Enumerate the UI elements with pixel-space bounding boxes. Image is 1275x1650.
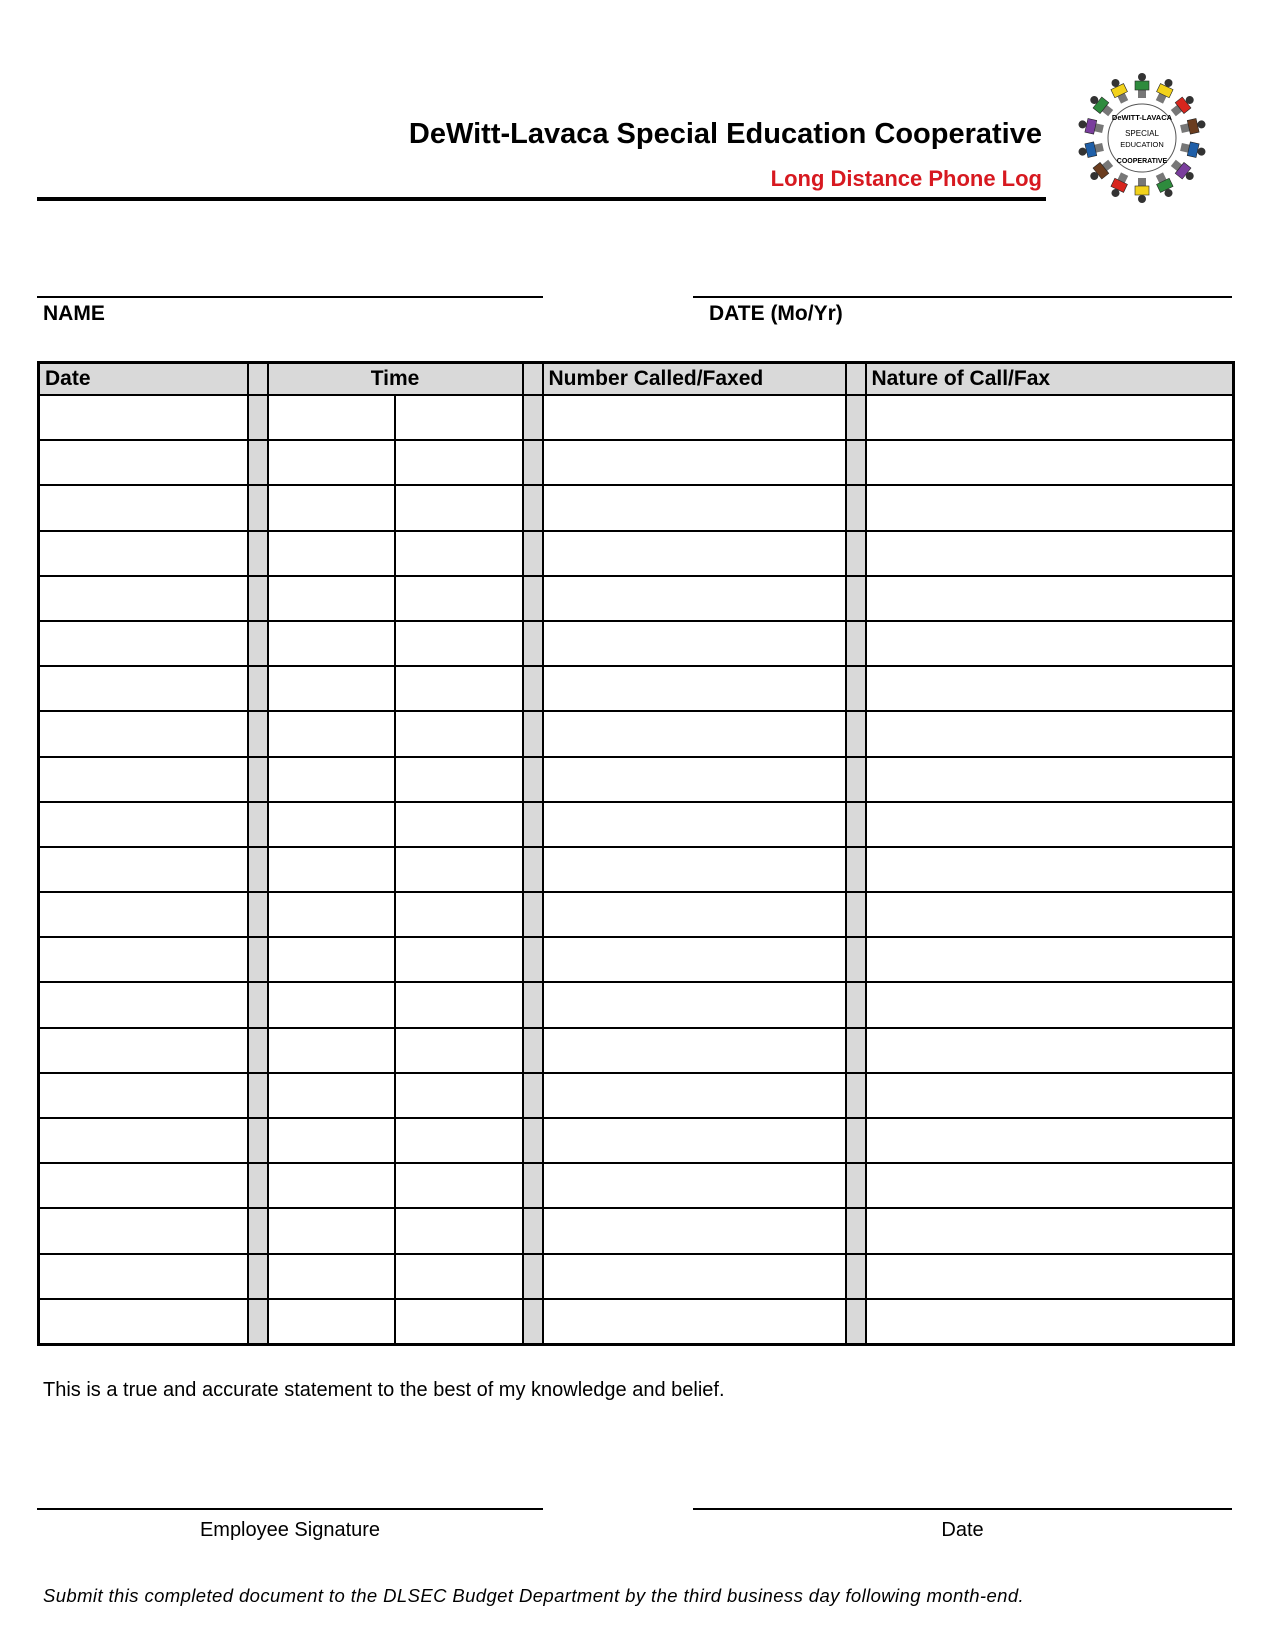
logo-text-line3: EDUCATION <box>1120 140 1164 149</box>
time-cell-end[interactable] <box>395 1073 523 1118</box>
date-cell[interactable] <box>39 982 248 1027</box>
phone-log-table <box>37 361 1235 1346</box>
date-cell[interactable] <box>39 937 248 982</box>
column-separator <box>846 802 866 847</box>
column-separator <box>523 1208 543 1253</box>
time-cell-end[interactable] <box>395 892 523 937</box>
column-separator <box>248 576 268 621</box>
organization-name: DeWitt-Lavaca Special Education Cooperative <box>408 118 1042 150</box>
column-separator <box>846 757 866 802</box>
time-cell-end[interactable] <box>395 711 523 756</box>
time-cell-end[interactable] <box>395 1208 523 1253</box>
column-separator <box>248 892 268 937</box>
column-separator <box>523 937 543 982</box>
time-cell-end[interactable] <box>395 1118 523 1163</box>
form-title: Long Distance Phone Log <box>770 166 1042 191</box>
column-separator <box>846 937 866 982</box>
date-cell[interactable] <box>39 395 248 440</box>
time-cell-end[interactable] <box>395 485 523 530</box>
column-separator <box>523 395 543 440</box>
column-separator <box>523 363 543 396</box>
number-cell[interactable] <box>543 440 846 485</box>
submission-instructions: Submit this completed document to the DLSEC Budget Department by the third business day following month-end. <box>43 1585 1025 1606</box>
time-cell-start[interactable] <box>268 440 395 485</box>
nature-cell[interactable] <box>866 892 1234 937</box>
column-separator <box>248 1254 268 1299</box>
table-row <box>39 666 1234 711</box>
logo-figure <box>1169 92 1197 119</box>
column-separator <box>523 1028 543 1073</box>
date-cell[interactable] <box>39 1254 248 1299</box>
table-row <box>39 1254 1234 1299</box>
time-cell-start[interactable] <box>268 531 395 576</box>
column-separator <box>846 1254 866 1299</box>
logo-figure <box>1077 140 1104 159</box>
table-header-row <box>39 363 1234 396</box>
number-cell[interactable] <box>543 1299 846 1345</box>
column-separator <box>846 363 866 396</box>
nature-cell[interactable] <box>866 982 1234 1027</box>
number-cell[interactable] <box>543 1118 846 1163</box>
number-cell[interactable] <box>543 576 846 621</box>
column-separator <box>248 395 268 440</box>
time-cell-end[interactable] <box>395 576 523 621</box>
date-cell[interactable] <box>39 531 248 576</box>
time-cell-end[interactable] <box>395 621 523 666</box>
employee-signature-line[interactable] <box>37 1508 543 1510</box>
date-cell[interactable] <box>39 1073 248 1118</box>
signature-date-label: Date <box>941 1519 984 1541</box>
date-cell[interactable] <box>39 892 248 937</box>
column-separator <box>248 440 268 485</box>
column-separator <box>248 485 268 530</box>
logo-text-line4: COOPERATIVE <box>1116 158 1168 165</box>
column-separator <box>846 1073 866 1118</box>
table-row <box>39 1208 1234 1253</box>
column-separator <box>846 1118 866 1163</box>
column-separator <box>846 1028 866 1073</box>
time-cell-end[interactable] <box>395 802 523 847</box>
number-cell[interactable] <box>543 531 846 576</box>
table-row <box>39 395 1234 440</box>
nature-cell[interactable] <box>866 1208 1234 1253</box>
logo-figure <box>1135 73 1149 98</box>
column-separator <box>523 1118 543 1163</box>
column-separator <box>846 621 866 666</box>
logo-figure <box>1135 178 1149 203</box>
column-separator <box>523 892 543 937</box>
column-separator <box>248 937 268 982</box>
date-column-header: Date <box>39 363 248 396</box>
column-separator <box>248 847 268 892</box>
time-cell-start[interactable] <box>268 802 395 847</box>
table-row <box>39 1163 1234 1208</box>
date-cell[interactable] <box>39 1118 248 1163</box>
employee-signature-label: Employee Signature <box>199 1519 381 1541</box>
number-cell[interactable] <box>543 666 846 711</box>
table-row <box>39 1118 1234 1163</box>
time-cell-start[interactable] <box>268 757 395 802</box>
number-cell[interactable] <box>543 1028 846 1073</box>
nature-cell[interactable] <box>866 395 1234 440</box>
date-cell[interactable] <box>39 802 248 847</box>
column-separator <box>248 363 268 396</box>
time-cell-end[interactable] <box>395 395 523 440</box>
date-cell[interactable] <box>39 576 248 621</box>
logo-figure <box>1107 76 1130 105</box>
logo-figure <box>1153 171 1176 200</box>
logo-figure <box>1179 140 1206 159</box>
logo-figure <box>1153 76 1176 105</box>
table-row <box>39 576 1234 621</box>
table-row <box>39 937 1234 982</box>
number-cell[interactable] <box>543 802 846 847</box>
time-cell-start[interactable] <box>268 1163 395 1208</box>
table-body <box>39 395 1234 1345</box>
date-cell[interactable] <box>39 1028 248 1073</box>
number-cell[interactable] <box>543 982 846 1027</box>
time-cell-start[interactable] <box>268 1299 395 1345</box>
column-separator <box>248 1073 268 1118</box>
column-separator <box>523 440 543 485</box>
column-separator <box>523 847 543 892</box>
logo-figure <box>1087 157 1115 184</box>
time-cell-end[interactable] <box>395 1163 523 1208</box>
column-separator <box>523 666 543 711</box>
column-separator <box>248 621 268 666</box>
table-row <box>39 531 1234 576</box>
date-cell[interactable] <box>39 666 248 711</box>
nature-cell[interactable] <box>866 531 1234 576</box>
column-separator <box>846 847 866 892</box>
column-separator <box>846 440 866 485</box>
number-column-header: Number Called/Faxed <box>543 363 846 396</box>
logo-figure <box>1107 171 1130 200</box>
table-row <box>39 1073 1234 1118</box>
nature-cell[interactable] <box>866 1254 1234 1299</box>
column-separator <box>248 1208 268 1253</box>
header-divider <box>37 197 1046 201</box>
column-separator <box>248 1299 268 1345</box>
column-separator <box>846 1299 866 1345</box>
date-cell[interactable] <box>39 1208 248 1253</box>
column-separator <box>846 711 866 756</box>
column-separator <box>248 757 268 802</box>
logo-text-line2: SPECIAL <box>1125 129 1159 138</box>
column-separator <box>846 892 866 937</box>
nature-column-header: Nature of Call/Fax <box>866 363 1234 396</box>
date-cell[interactable] <box>39 485 248 530</box>
table-row <box>39 892 1234 937</box>
time-cell-start[interactable] <box>268 666 395 711</box>
nature-cell[interactable] <box>866 576 1234 621</box>
time-cell-end[interactable] <box>395 757 523 802</box>
time-cell-end[interactable] <box>395 937 523 982</box>
time-cell-end[interactable] <box>395 1028 523 1073</box>
time-cell-start[interactable] <box>268 982 395 1027</box>
nature-cell[interactable] <box>866 666 1234 711</box>
table-row <box>39 485 1234 530</box>
column-separator <box>523 531 543 576</box>
number-cell[interactable] <box>543 1073 846 1118</box>
time-cell-start[interactable] <box>268 892 395 937</box>
column-separator <box>846 576 866 621</box>
column-separator <box>846 982 866 1027</box>
nature-cell[interactable] <box>866 1118 1234 1163</box>
nature-cell[interactable] <box>866 802 1234 847</box>
logo-figure <box>1169 157 1197 184</box>
logo-figure <box>1179 117 1206 136</box>
number-cell[interactable] <box>543 892 846 937</box>
table-row <box>39 982 1234 1027</box>
column-separator <box>523 1073 543 1118</box>
time-cell-end[interactable] <box>395 440 523 485</box>
column-separator <box>523 1254 543 1299</box>
time-cell-start[interactable] <box>268 1118 395 1163</box>
time-cell-end[interactable] <box>395 982 523 1027</box>
date-cell[interactable] <box>39 621 248 666</box>
column-separator <box>248 666 268 711</box>
table-row <box>39 621 1234 666</box>
time-cell-end[interactable] <box>395 847 523 892</box>
column-separator <box>248 1163 268 1208</box>
column-separator <box>248 982 268 1027</box>
column-separator <box>248 531 268 576</box>
table-row <box>39 440 1234 485</box>
time-cell-start[interactable] <box>268 1073 395 1118</box>
table-row <box>39 711 1234 756</box>
time-cell-start[interactable] <box>268 1208 395 1253</box>
column-separator <box>248 1118 268 1163</box>
number-cell[interactable] <box>543 485 846 530</box>
column-separator <box>248 802 268 847</box>
time-cell-end[interactable] <box>395 666 523 711</box>
name-field-line[interactable] <box>37 296 543 298</box>
table-row <box>39 1028 1234 1073</box>
column-separator <box>846 1208 866 1253</box>
column-separator <box>523 757 543 802</box>
nature-cell[interactable] <box>866 440 1234 485</box>
cooperative-logo-icon <box>1065 70 1220 205</box>
number-cell[interactable] <box>543 1208 846 1253</box>
nature-cell[interactable] <box>866 1073 1234 1118</box>
column-separator <box>523 1299 543 1345</box>
column-separator <box>523 576 543 621</box>
date-cell[interactable] <box>39 1163 248 1208</box>
number-cell[interactable] <box>543 1254 846 1299</box>
nature-cell[interactable] <box>866 621 1234 666</box>
date-cell[interactable] <box>39 757 248 802</box>
date-cell[interactable] <box>39 847 248 892</box>
column-separator <box>523 621 543 666</box>
number-cell[interactable] <box>543 621 846 666</box>
date-cell[interactable] <box>39 440 248 485</box>
time-cell-start[interactable] <box>268 1028 395 1073</box>
nature-cell[interactable] <box>866 1299 1234 1345</box>
time-cell-end[interactable] <box>395 531 523 576</box>
number-cell[interactable] <box>543 847 846 892</box>
time-cell-end[interactable] <box>395 1299 523 1345</box>
time-cell-end[interactable] <box>395 1254 523 1299</box>
date-cell[interactable] <box>39 711 248 756</box>
date-cell[interactable] <box>39 1299 248 1345</box>
number-cell[interactable] <box>543 711 846 756</box>
time-cell-start[interactable] <box>268 621 395 666</box>
time-cell-start[interactable] <box>268 711 395 756</box>
nature-cell[interactable] <box>866 1163 1234 1208</box>
time-cell-start[interactable] <box>268 395 395 440</box>
table-row <box>39 802 1234 847</box>
time-cell-start[interactable] <box>268 937 395 982</box>
column-separator <box>846 666 866 711</box>
column-separator <box>846 531 866 576</box>
name-field-label: NAME <box>43 302 105 325</box>
time-cell-start[interactable] <box>268 847 395 892</box>
column-separator <box>846 1163 866 1208</box>
column-separator <box>846 485 866 530</box>
time-cell-start[interactable] <box>268 485 395 530</box>
column-separator <box>846 395 866 440</box>
time-cell-start[interactable] <box>268 576 395 621</box>
date-field-line[interactable] <box>693 296 1232 298</box>
nature-cell[interactable] <box>866 757 1234 802</box>
number-cell[interactable] <box>543 1163 846 1208</box>
column-separator <box>248 1028 268 1073</box>
column-separator <box>523 485 543 530</box>
table-row <box>39 847 1234 892</box>
attestation-statement: This is a true and accurate statement to the best of my knowledge and belief. <box>43 1379 725 1401</box>
nature-cell[interactable] <box>866 1028 1234 1073</box>
column-separator <box>523 982 543 1027</box>
column-separator <box>248 711 268 756</box>
table-row <box>39 1299 1234 1345</box>
logo-figure <box>1087 92 1115 119</box>
nature-cell[interactable] <box>866 485 1234 530</box>
time-column-header: Time <box>268 363 523 396</box>
time-cell-start[interactable] <box>268 1254 395 1299</box>
logo-figure <box>1077 117 1104 136</box>
column-separator <box>523 711 543 756</box>
nature-cell[interactable] <box>866 711 1234 756</box>
number-cell[interactable] <box>543 395 846 440</box>
logo-text-line1: DeWITT-LAVACA <box>1111 113 1173 122</box>
date-field-label: DATE (Mo/Yr) <box>709 302 843 325</box>
nature-cell[interactable] <box>866 937 1234 982</box>
column-separator <box>523 1163 543 1208</box>
column-separator <box>523 802 543 847</box>
signature-date-line[interactable] <box>693 1508 1232 1510</box>
number-cell[interactable] <box>543 757 846 802</box>
nature-cell[interactable] <box>866 847 1234 892</box>
table-row <box>39 757 1234 802</box>
number-cell[interactable] <box>543 937 846 982</box>
